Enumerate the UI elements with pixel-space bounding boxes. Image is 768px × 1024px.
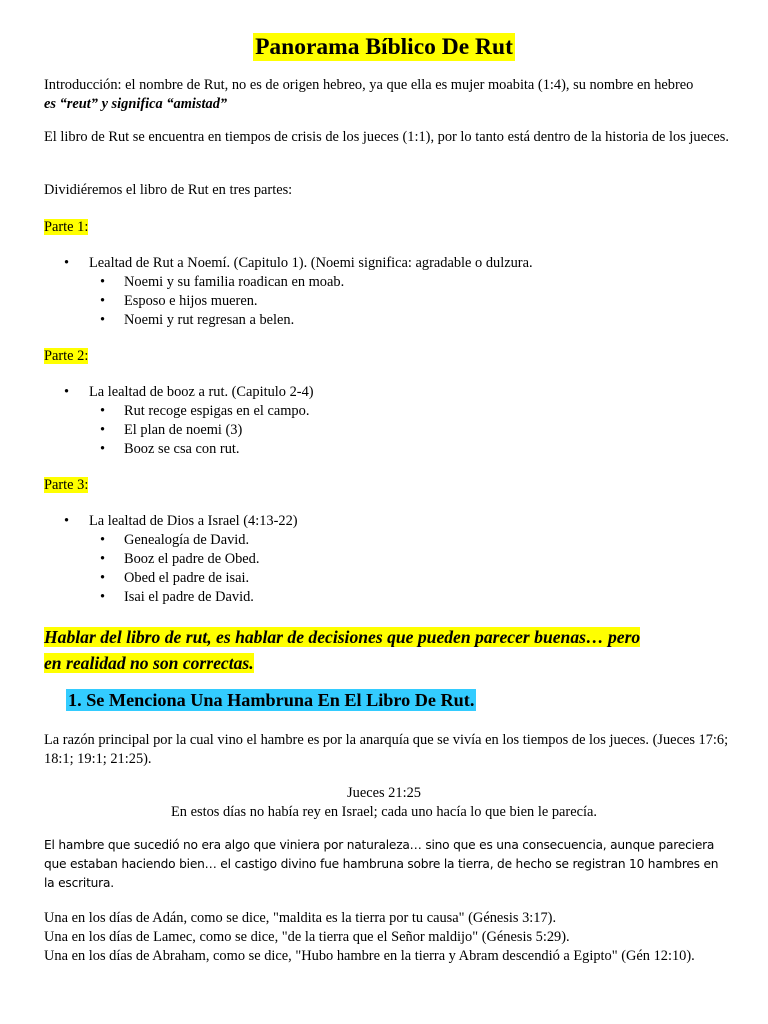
list-item: • Lealtad de Rut a Noemí. (Capitulo 1). (Noemi significa: agradable o dulzura.: [44, 254, 533, 273]
list-item: • Obed el padre de isai.: [44, 569, 259, 588]
famine-line: Una en los días de Adán, como se dice, "maldita es la tierra por tu causa" (Génesis 3:17).: [44, 910, 557, 926]
jueces-paragraph: El libro de Rut se encuentra en tiempos de crisis de los jueces (1:1), por lo tanto está dentro de la historia de los jueces.: [44, 129, 729, 145]
part-label: Parte 3:: [44, 477, 89, 493]
part-sub-list: [44, 531, 259, 607]
quote-reference: Jueces 21:25: [347, 785, 421, 801]
list-item: • Booz el padre de Obed.: [44, 550, 259, 569]
list-item: • Rut recoge espigas en el campo.: [44, 402, 309, 421]
part-main-list: [44, 512, 298, 531]
list-item: • Booz se csa con rut.: [44, 440, 309, 459]
part-main-list: [44, 383, 314, 402]
part-sub-list: [44, 402, 309, 459]
quote-text: En estos días no había rey en Israel; cada uno hacía lo que bien le parecía.: [171, 804, 597, 820]
list-item: • Genealogía de David.: [44, 531, 259, 550]
highlight-statement: Hablar del libro de rut, es hablar de decisiones que pueden parecer buenas… pero en realidad no son correctas.: [44, 627, 641, 673]
divide-paragraph: Dividiéremos el libro de Rut en tres partes:: [44, 182, 293, 198]
part-label: Parte 2:: [44, 348, 89, 364]
part-label: Parte 1:: [44, 219, 89, 235]
intro-paragraph: Introducción: el nombre de Rut, no es de origen hebreo, ya que ella es mujer moabita (1:4), su nombre en hebreo es “reut” y significa “amistad”: [44, 77, 694, 112]
famine-line: Una en los días de Lamec, como se dice, "de la tierra que el Señor maldijo" (Génesis 5:29).: [44, 929, 570, 945]
list-item: • El plan de noemi (3): [44, 421, 309, 440]
page-title: Panorama Bíblico De Rut: [255, 34, 513, 60]
part-main-list: [44, 254, 533, 273]
famine-line: Una en los días de Abraham, como se dice, "Hubo hambre en la tierra y Abram descendió a Egipto" (Gén 12:10).: [44, 948, 695, 964]
list-item: • Esposo e hijos mueren.: [44, 292, 344, 311]
razon-paragraph: La razón principal por la cual vino el hambre es por la anarquía que se vivía en los tiempos de los jueces. (Jueces 17:6; 18:1; 19:1; 21:25).: [44, 732, 729, 767]
list-item: • Noemi y rut regresan a belen.: [44, 311, 344, 330]
intro-emphasis: es “reut” y significa “amistad”: [44, 96, 228, 112]
list-item: • La lealtad de booz a rut. (Capitulo 2-4): [44, 383, 314, 402]
list-item: • La lealtad de Dios a Israel (4:13-22): [44, 512, 298, 531]
list-item: • Isai el padre de David.: [44, 588, 259, 607]
list-item: • Noemi y su familia roadican en moab.: [44, 273, 344, 292]
section-heading: 1. Se Menciona Una Hambruna En El Libro De Rut.: [68, 690, 475, 710]
part-sub-list: [44, 273, 344, 330]
hambre-paragraph: El hambre que sucedió no era algo que viniera por naturaleza… sino que es una consecuencia, aunque pareciera que estaban haciendo bien… el castigo divino fue hambruna sobre la tierra, de hecho se registran 10 hambres en la escritura.: [44, 838, 719, 890]
